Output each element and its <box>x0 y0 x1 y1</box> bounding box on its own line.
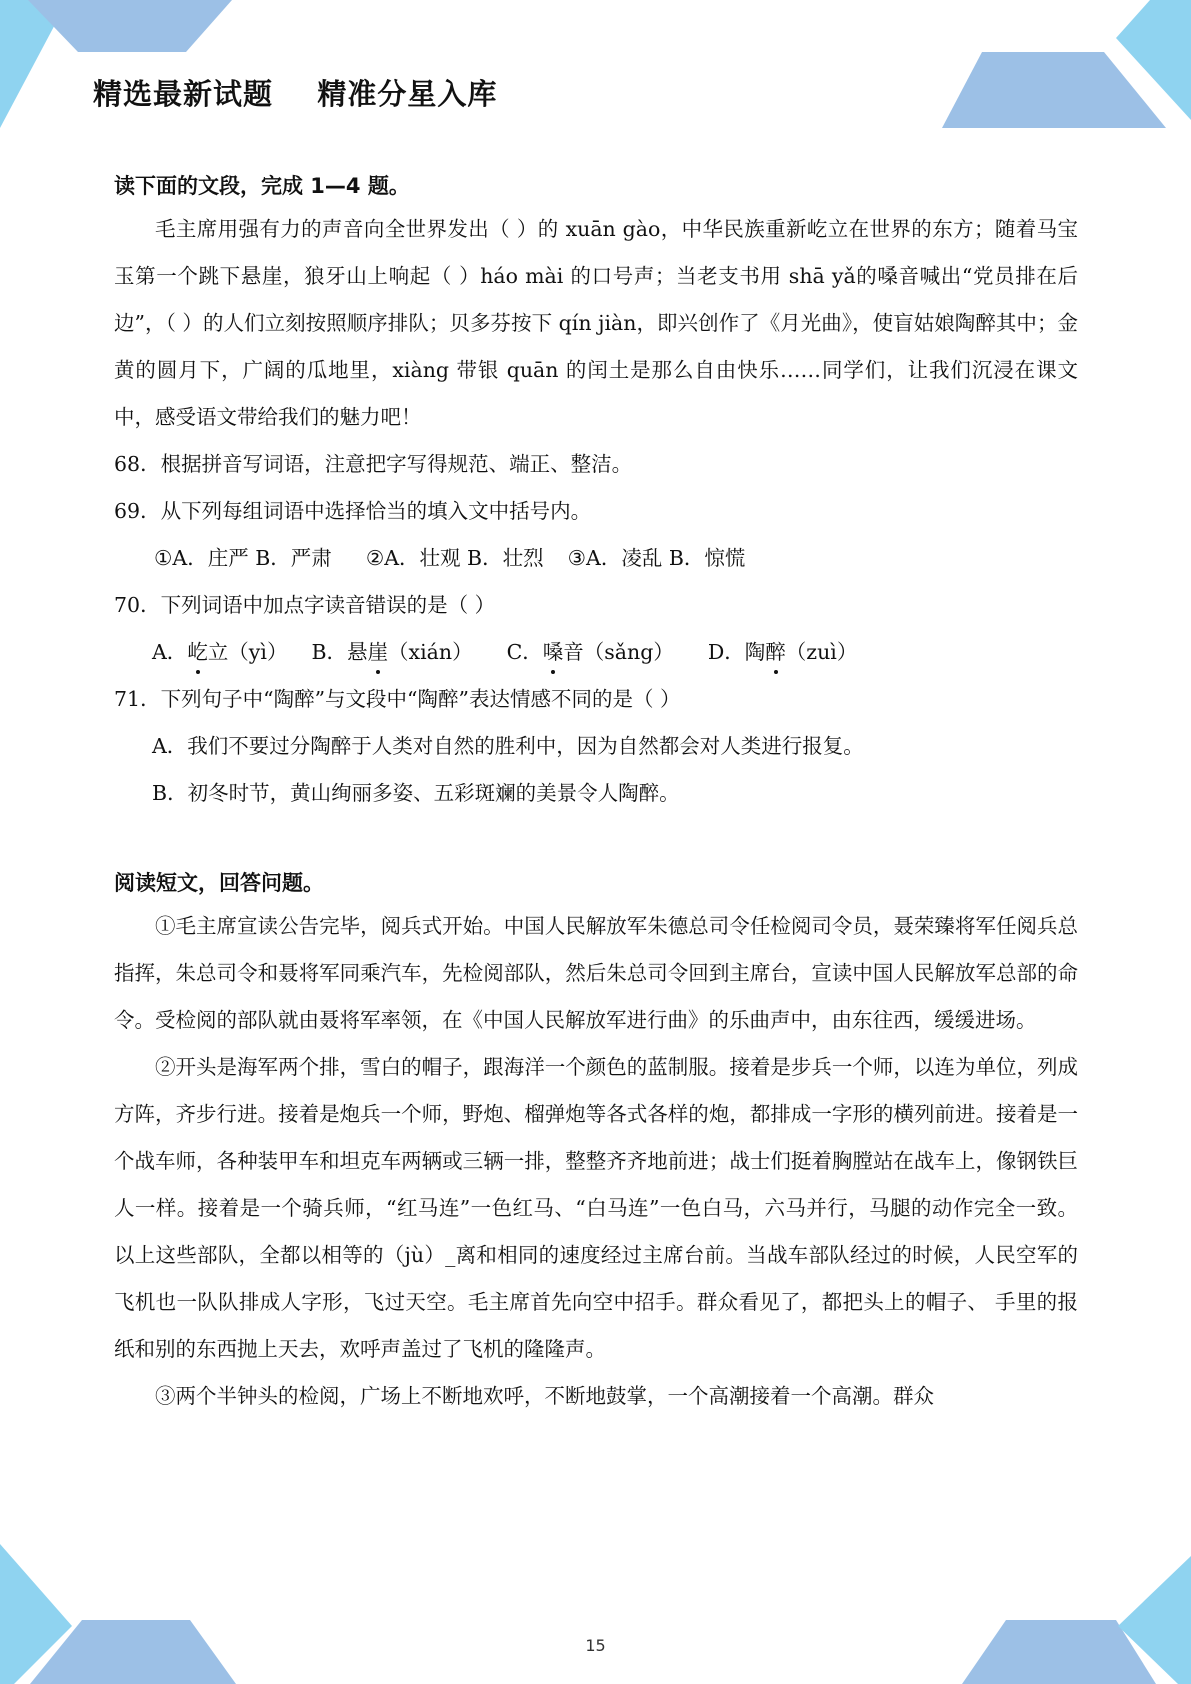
top-left-trapezoid <box>28 0 232 52</box>
option-70d-label: D． <box>707 640 745 664</box>
option-70c <box>507 640 674 664</box>
option-70b-post: （xián） <box>388 640 473 664</box>
section-1-passage: 毛主席用强有力的声音向全世界发出（ ）的 xuān gào，中华民族重新屹立在世界的东方；随着马宝玉第一个跳下悬崖，狼牙山上响起（ ）háo mài 的口号声；当老支书用 shā yǎ的嗓音喊出“党员排在后边”，（ ）的人们立刻按照顺序排队；贝多芬按下 qín jiàn，即兴创作了《月光曲》，使盲姑娘陶醉其中；金黄的圆月下，广阔的瓜地里，xiàng 带银 quān 的闰土是那么自由快乐……同学们，让我们沉浸在课文中，感受语文带给我们的魅力吧！ <box>114 217 1078 429</box>
option-70c-dotted-char: 嗓 <box>543 629 564 676</box>
option-70a-label: A． <box>152 640 188 664</box>
option-70b-label: B． <box>311 640 348 664</box>
option-70b-dotted-char: 崖 <box>368 629 389 676</box>
header-decoration <box>0 0 1191 140</box>
section-2-title: 阅读短文，回答问题。 <box>114 871 324 895</box>
option-70b-pre: 悬 <box>347 640 368 664</box>
section-gap <box>114 817 1078 863</box>
paragraph-1: ①毛主席宣读公告完毕，阅兵式开始。中国人民解放军朱德总司令任检阅司令员，聂荣臻将军任阅兵总指挥，朱总司令和聂将军同乘汽车，先检阅部队，然后朱总司令回到主席台，宣读中国人民解放军总部的命令。受检阅的部队就由聂将军率领，在《中国人民解放军进行曲》的乐曲声中，由东往西，缓缓进场。 <box>114 914 1078 1032</box>
option-70a-dotted-char: 屹 <box>187 629 208 676</box>
option-group-2-number: ② <box>365 546 385 570</box>
option-70c-post: 音（sǎng） <box>563 640 674 664</box>
option-70c-label: C． <box>506 640 543 664</box>
question-70: 70．下列词语中加点字读音错误的是（ ） <box>114 593 496 617</box>
option-70d-post: （zuì） <box>785 640 858 664</box>
option-3a: A．凌乱 <box>586 546 663 570</box>
option-70b <box>311 640 472 664</box>
question-71: 71．下列句子中“陶醉”与文段中“陶醉”表达情感不同的是（ ） <box>114 687 681 711</box>
option-71a: A．我们不要过分陶醉于人类对自然的胜利中，因为自然都会对人类进行报复。 <box>152 734 864 758</box>
option-group-1-number: ① <box>154 546 173 570</box>
question-69: 69．从下列每组词语中选择恰当的填入文中括号内。 <box>114 499 592 523</box>
option-71b: B．初冬时节，黄山绚丽多姿、五彩斑斓的美景令人陶醉。 <box>152 781 680 805</box>
footer-decoration <box>0 1544 1191 1684</box>
header-title: 精选最新试题 精准分星入库 <box>93 77 498 111</box>
paragraph-2: ②开头是海军两个排，雪白的帽子，跟海洋一个颜色的蓝制服。接着是步兵一个师，以连为单位，列成方阵，齐步行进。接着是炮兵一个师，野炮、榴弹炮等各式各样的炮，都排成一字形的横列前进。接着是一个战车师，各种装甲车和坦克车两辆或三辆一排，整整齐齐地前进；战士们挺着胸膛站在战车上，像钢铁巨人一样。接着是一个骑兵师，“红马连”一色红马、“白马连”一色白马，六马并行，马腿的动作完全一致。以上这些部队，全都以相等的（jù）_离和相同的速度经过主席台前。当战车部队经过的时候，人民空军的飞机也一队队排成人字形，飞过天空。毛主席首先向空中招手。群众看见了，都把头上的帽子、 手里的报纸和别的东西抛上天去，欢呼声盖过了飞机的隆隆声。 <box>114 1055 1078 1361</box>
option-70a <box>152 640 287 664</box>
option-1a: A．庄严 <box>172 546 249 570</box>
option-70d-dotted-char: 醉 <box>765 629 786 676</box>
option-70a-post: 立（yì） <box>207 640 288 664</box>
option-1b: B．严肃 <box>255 546 332 570</box>
question-70-options <box>114 629 1078 676</box>
paragraph-3: ③两个半钟头的检阅，广场上不断地欢呼，不断地鼓掌，一个高潮接着一个高潮。群众 <box>155 1384 934 1408</box>
top-right-trapezoid <box>942 52 1166 128</box>
option-2b: B．壮烈 <box>467 546 544 570</box>
option-group-3-number: ③ <box>567 546 587 570</box>
option-2a: A．壮观 <box>384 546 461 570</box>
section-1-title: 读下面的文段，完成 1—4 题。 <box>114 174 410 198</box>
option-70d-pre: 陶 <box>744 640 766 664</box>
option-3b: B．惊慌 <box>668 546 746 570</box>
document-body <box>114 166 1078 1420</box>
question-69-options <box>114 535 1078 582</box>
page-number: 15 <box>585 1636 606 1655</box>
option-70d <box>708 640 858 664</box>
question-68: 68．根据拼音写词语，注意把字写得规范、端正、整洁。 <box>114 452 633 476</box>
